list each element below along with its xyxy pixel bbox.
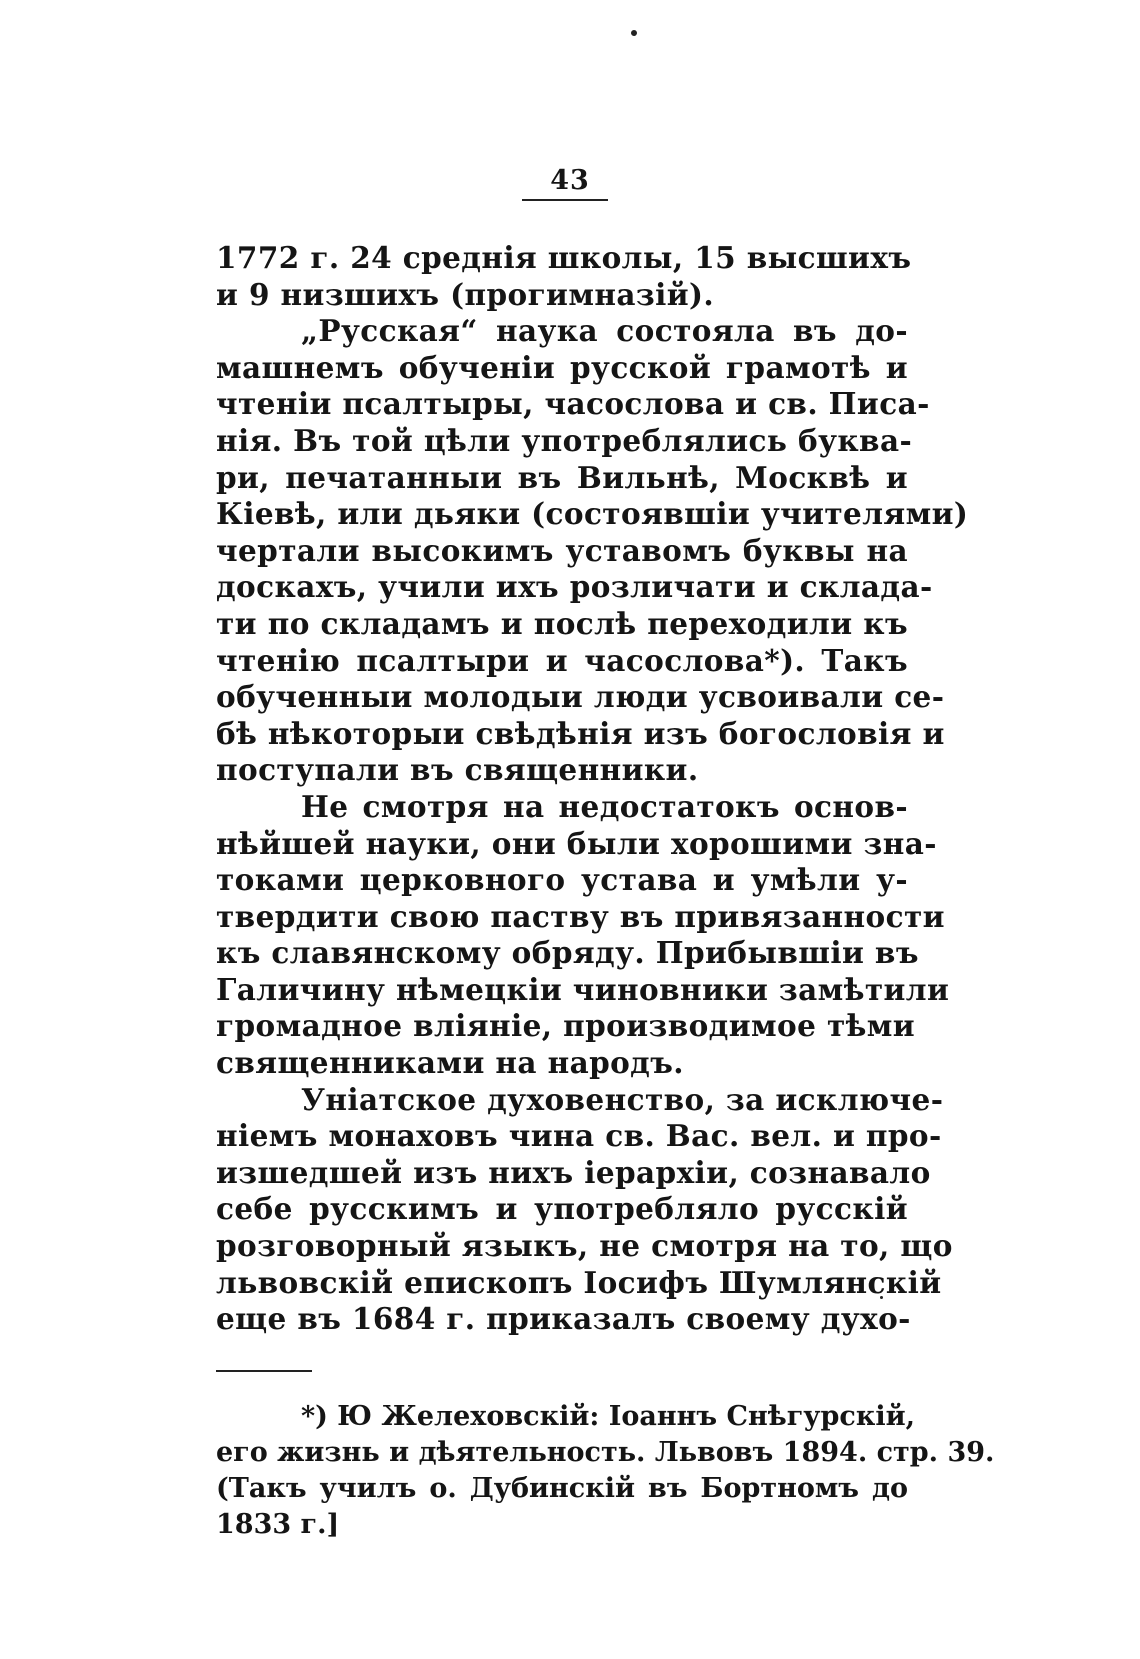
text-line: себе русскимъ и употребляло русскій bbox=[216, 1191, 908, 1227]
text-line: бѣ нѣкоторыи свѣдѣнія изъ богословія и bbox=[216, 715, 945, 751]
body-text bbox=[216, 240, 969, 1338]
text-line: поступали въ священники. bbox=[216, 752, 699, 788]
text-line: доскахъ, учили ихъ розличати и складa- bbox=[216, 569, 933, 605]
text-line: изшедшей изъ нихъ іерархіи, сознавало bbox=[216, 1154, 931, 1190]
print-speck bbox=[631, 30, 637, 36]
footnote-line: его жизнь и дѣятельность. Львовъ 1894. стр. 39. bbox=[216, 1437, 995, 1468]
text-line: къ славянскому обряду. Прибывшіи въ bbox=[216, 935, 919, 971]
text-line: Не смотря на недостатокъ основ- bbox=[301, 788, 908, 824]
text-line: Кіевѣ, или дьяки (состоявшіи учителями) bbox=[216, 496, 969, 532]
footnote bbox=[216, 1399, 995, 1543]
text-line: розговорный языкъ, не смотря на то, що bbox=[216, 1228, 953, 1264]
text-line: Галичину нѣмецкіи чиновники замѣтили bbox=[216, 971, 950, 1007]
text-line: громадное вліяніе, производимое тѣми bbox=[216, 1008, 916, 1044]
text-line: Уніатское духовенство, за исключе- bbox=[301, 1081, 944, 1117]
text-line: львовскій епископъ Іосифъ Шумлянскій bbox=[216, 1264, 942, 1300]
text-line: нѣйшей науки, они были хорошими зна- bbox=[216, 825, 937, 861]
footnote-line: 1833 г.] bbox=[216, 1509, 340, 1540]
text-line: еще въ 1684 г. приказалъ своему духо- bbox=[216, 1301, 911, 1337]
text-line: чертали высокимъ уставомъ буквы на bbox=[216, 532, 908, 568]
text-line: твердити свою паству въ привязанности bbox=[216, 898, 945, 934]
text-line: „Русская“ наука состояла въ до- bbox=[301, 313, 908, 349]
text-line: обученныи молодыи люди усвоивали се- bbox=[216, 679, 945, 715]
text-line: ри, печатанныи въ Вильнѣ, Москвѣ и bbox=[216, 459, 908, 495]
text-line: священниками на народъ. bbox=[216, 1045, 684, 1081]
page-number: 43 bbox=[550, 165, 590, 196]
page-number-rule bbox=[522, 199, 608, 201]
text-line: нія. Въ той цѣли употреблялись буква- bbox=[216, 422, 913, 458]
footnote-rule bbox=[216, 1370, 312, 1372]
text-line: чтенію псалтыри и часослова*). Такъ bbox=[216, 642, 908, 678]
text-line: машнемъ обученіи русской грамотѣ и bbox=[216, 349, 908, 385]
text-line: 1772 г. 24 среднія школы, 15 высшихъ bbox=[216, 240, 912, 275]
text-line: токами церковного устава и умѣли у- bbox=[216, 862, 908, 898]
text-line: и 9 низшихъ (прогимназій). bbox=[216, 276, 714, 312]
text-line: чтеніи псалтыры, часослова и св. Писа- bbox=[216, 386, 930, 422]
text-line: ти по складамъ и послѣ переходили къ bbox=[216, 605, 908, 641]
footnote-line: (Такъ училъ о. Дубинскій въ Бортномъ до bbox=[216, 1473, 908, 1504]
footnote-line: *) Ю Желеховскій: Іоаннъ Снѣгурскій, bbox=[301, 1401, 916, 1432]
text-line: ніемъ монаховъ чина св. Вас. вел. и про- bbox=[216, 1118, 942, 1154]
